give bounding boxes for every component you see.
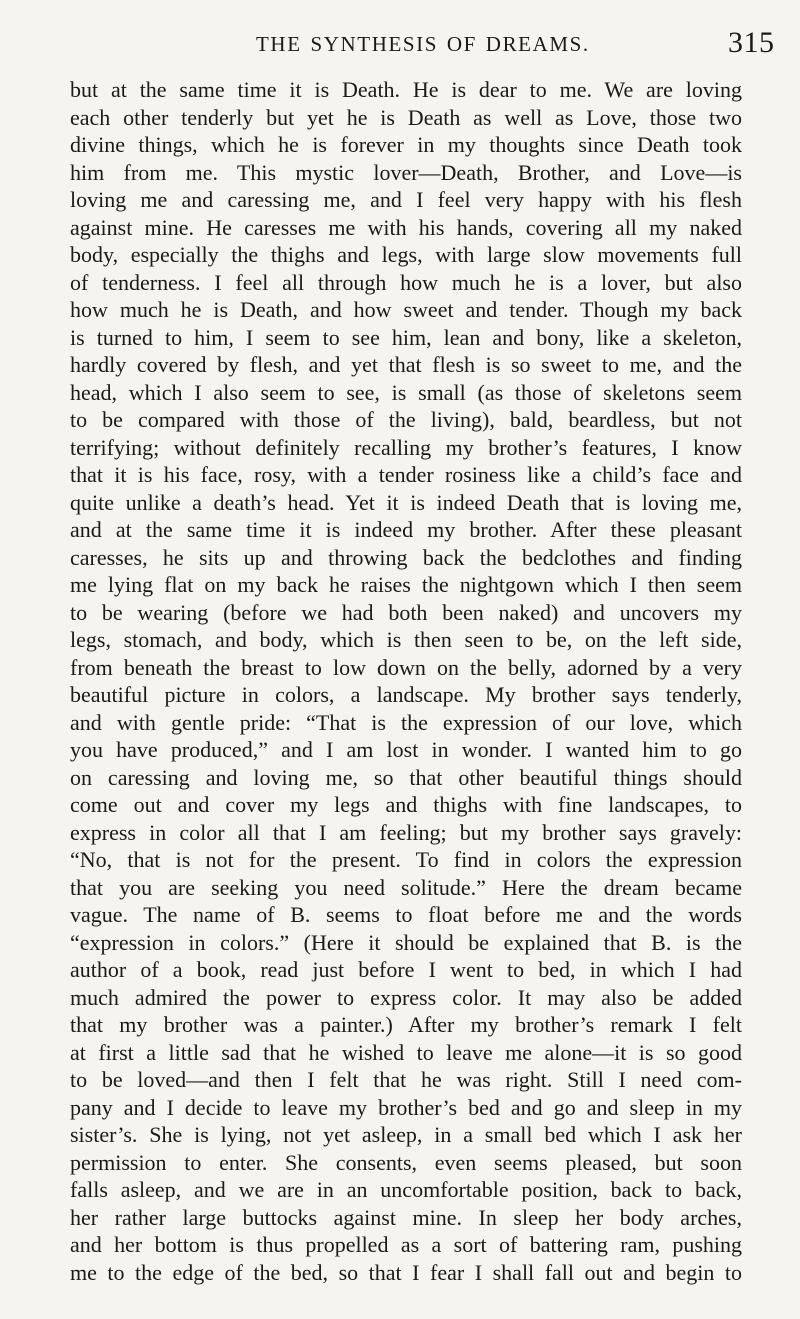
- text-line: loving me and caressing me, and I feel very happy with his flesh: [70, 187, 742, 212]
- text-line: to be loved—and then I felt that he was right. Still I need com-: [70, 1067, 742, 1092]
- text-line: come out and cover my legs and thighs with fine landscapes, to: [70, 792, 742, 817]
- text-line: each other tenderly but yet he is Death as well as Love, those two: [70, 104, 742, 130]
- text-line: and with gentle pride: “That is the expression of our love, which: [70, 709, 742, 735]
- text-line: sister’s. She is lying, not yet asleep, in a small bed which I ask her: [70, 1122, 742, 1147]
- text-line: me to the edge of the bed, so that I fear I shall fall out and begin to: [70, 1259, 742, 1285]
- text-line: and at the same time it is indeed my brother. After these pleasant: [70, 517, 742, 542]
- text-line: beautiful picture in colors, a landscape. My brother says tenderly,: [70, 682, 742, 707]
- text-line: how much he is Death, and how sweet and tender. Though my back: [70, 297, 742, 322]
- text-line: to be compared with those of the living), bald, beardless, but not: [70, 407, 742, 432]
- text-line: that it is his face, rosy, with a tender rosiness like a child’s face and: [70, 462, 742, 487]
- text-line: that my brother was a painter.) After my brother’s remark I felt: [70, 1012, 742, 1037]
- text-line: divine things, which he is forever in my thoughts since Death took: [70, 132, 742, 157]
- text-line: legs, stomach, and body, which is then seen to be, on the left side,: [70, 627, 742, 652]
- text-line: body, especially the thighs and legs, with large slow movements full: [70, 242, 742, 267]
- text-line: to be wearing (before we had both been naked) and uncovers my: [70, 599, 742, 625]
- running-header: [0, 28, 800, 68]
- text-line: against mine. He caresses me with his hands, covering all my naked: [70, 214, 742, 240]
- text-line: is turned to him, I seem to see him, lean and bony, like a skeleton,: [70, 324, 742, 350]
- running-title: THE SYNTHESIS OF DREAMS.: [256, 32, 590, 56]
- text-line: much admired the power to express color. It may also be added: [70, 984, 742, 1010]
- text-line: author of a book, read just before I went to bed, in which I had: [70, 957, 742, 982]
- text-line: on caressing and loving me, so that other beautiful things should: [70, 764, 742, 790]
- page-number: 315: [728, 26, 775, 59]
- text-line: me lying flat on my back he raises the nightgown which I then seem: [70, 572, 742, 597]
- text-line: but at the same time it is Death. He is dear to me. We are loving: [70, 77, 742, 102]
- text-line: hardly covered by flesh, and yet that flesh is so sweet to me, and the: [70, 352, 742, 377]
- text-line: you have produced,” and I am lost in wonder. I wanted him to go: [70, 737, 742, 762]
- text-line: quite unlike a death’s head. Yet it is indeed Death that is loving me,: [70, 489, 742, 515]
- text-line: “No, that is not for the present. To find in colors the expression: [70, 847, 742, 872]
- text-line: vague. The name of B. seems to float before me and the words: [70, 902, 742, 927]
- body-text: [70, 76, 742, 1286]
- text-line: of tenderness. I feel all through how much he is a lover, but also: [70, 269, 742, 295]
- text-line: that you are seeking you need solitude.” Here the dream became: [70, 874, 742, 900]
- text-line: permission to enter. She consents, even seems pleased, but soon: [70, 1149, 742, 1175]
- text-line: him from me. This mystic lover—Death, Brother, and Love—is: [70, 159, 742, 185]
- text-line: caresses, he sits up and throwing back the bedclothes and finding: [70, 544, 742, 570]
- text-line: pany and I decide to leave my brother’s bed and go and sleep in my: [70, 1094, 742, 1120]
- text-line: head, which I also seem to see, is small (as those of skeletons seem: [70, 379, 742, 405]
- text-line: express in color all that I am feeling; but my brother says gravely:: [70, 819, 742, 845]
- text-line: “expression in colors.” (Here it should be explained that B. is the: [70, 929, 742, 955]
- text-line: at first a little sad that he wished to leave me alone—it is so good: [70, 1039, 742, 1065]
- text-line: from beneath the breast to low down on the belly, adorned by a very: [70, 654, 742, 680]
- text-line: her rather large buttocks against mine. In sleep her body arches,: [70, 1204, 742, 1230]
- text-line: terrifying; without definitely recalling my brother’s features, I know: [70, 434, 742, 460]
- text-line: and her bottom is thus propelled as a sort of battering ram, pushing: [70, 1232, 742, 1257]
- text-line: falls asleep, and we are in an uncomfortable position, back to back,: [70, 1177, 742, 1202]
